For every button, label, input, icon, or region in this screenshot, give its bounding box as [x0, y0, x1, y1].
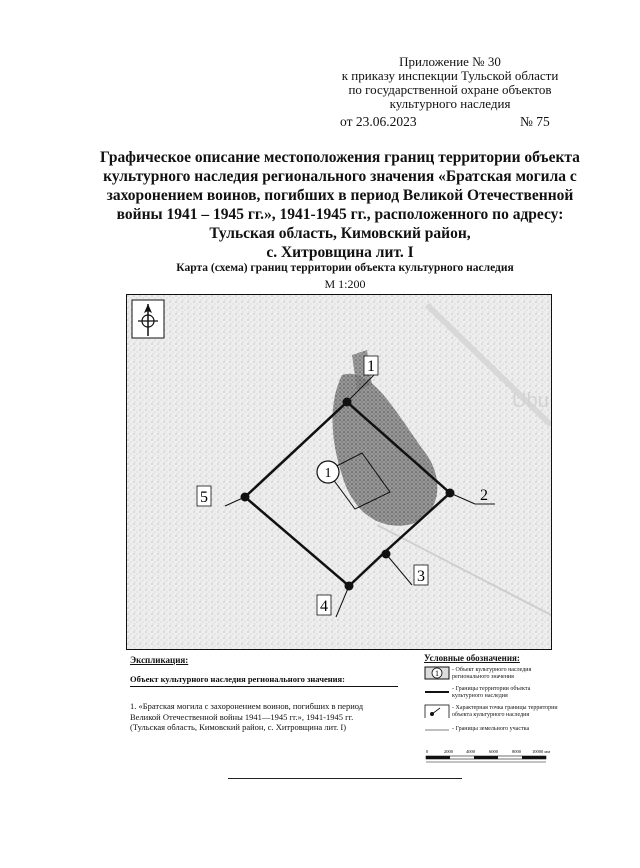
title-line: Тульская область, Кимовский район,	[209, 225, 471, 242]
appendix-line: по государственной охране объектов	[348, 82, 552, 97]
title-line: войны 1941 – 1945 гг.», 1941-1945 гг., расположенного по адресу:	[116, 206, 564, 223]
boundary-map	[126, 294, 552, 650]
point-label: 4	[320, 598, 328, 615]
point-label: 3	[417, 568, 425, 585]
legend-heading: Условные обозначения:	[424, 653, 520, 663]
explication-line: 1. «Братская могила с захоронением воинов, погибших в период	[130, 701, 364, 711]
explication-item	[130, 701, 400, 733]
scale-tick: 10000 мм	[532, 749, 551, 754]
explication-line: (Тульская область, Кимовский район, с. Хитровщина лит. I)	[130, 722, 347, 732]
legend-item	[424, 725, 559, 737]
scale-tick: 2000	[444, 749, 453, 754]
legend-item	[424, 666, 559, 685]
point-label: 5	[200, 489, 208, 506]
point-label: 1	[367, 358, 375, 375]
land-plot-line-icon	[424, 725, 450, 739]
title-line: с. Хитровщина лит. I	[266, 244, 414, 261]
object-marker	[317, 461, 339, 483]
legend-text: - Границы земельного участка	[452, 726, 530, 732]
scale-tick: 6000	[489, 749, 498, 754]
order-number: № 75	[520, 114, 550, 129]
legend-symbol-label: 1	[435, 669, 439, 678]
title-line: культурного наследия регионального значения «Братская могила с	[103, 168, 577, 185]
map-svg	[127, 295, 551, 649]
document-title	[90, 148, 590, 262]
object-symbol-icon	[424, 666, 450, 680]
point-label: 2	[480, 487, 488, 504]
title-line: захоронением воинов, погибших в период Великой Отечественной	[106, 187, 574, 204]
scale-bar	[424, 746, 560, 768]
appendix-line: к приказу инспекции Тульской области	[341, 68, 559, 83]
divider	[130, 686, 398, 687]
map-scale: М 1:200	[324, 277, 366, 291]
scale-tick: 4000	[466, 749, 475, 754]
map-watermark: Ubu	[512, 390, 549, 412]
legend-item	[424, 704, 559, 725]
legend-text: - Границы территории объекта культурного наследия	[452, 686, 531, 699]
legend-text: - Характерная точка границы территории объекта культурного наследия	[452, 705, 558, 718]
divider	[228, 778, 462, 779]
map-caption: Карта (схема) границ территории объекта культурного наследия	[176, 262, 514, 274]
boundary-line-icon	[424, 685, 450, 699]
north-arrow-icon	[132, 300, 164, 338]
scale-tick: 8000	[512, 749, 521, 754]
explication-subheading: Объект культурного наследия регионального значения:	[130, 673, 345, 684]
object-marker-label: 1	[324, 466, 332, 481]
appendix-line: Приложение № 30	[399, 54, 501, 69]
order-date: от 23.06.2023	[340, 114, 417, 129]
legend-block	[424, 655, 559, 737]
appendix-line: культурного наследия	[389, 96, 511, 111]
legend-item	[424, 685, 559, 704]
legend-text: - Объект культурного наследия регионального значения	[452, 667, 532, 680]
scale-tick: 0	[426, 749, 429, 754]
explication-heading: Экспликация:	[130, 655, 189, 665]
boundary-point-icon	[424, 704, 450, 718]
explication-line: Великой Отечественной войны 1941—1945 гг.», 1941-1945 гг.	[130, 711, 354, 722]
explication-block	[130, 655, 400, 733]
appendix-block	[300, 55, 600, 111]
title-line: Графическое описание местоположения границ территории объекта	[100, 149, 580, 166]
